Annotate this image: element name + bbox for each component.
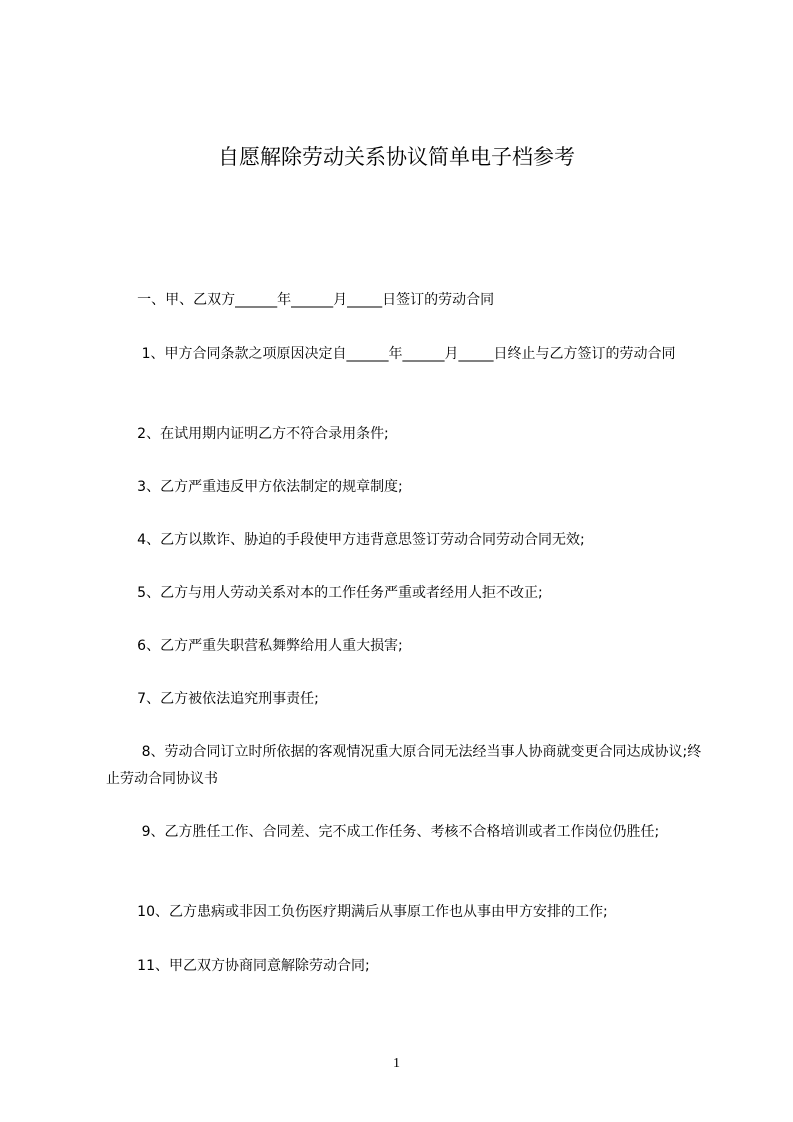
paragraph-item-5: 5、乙方与用人劳动关系对本的工作任务严重或者经用人拒不改正; <box>106 585 543 601</box>
paragraph-item-7: 7、乙方被依法追究刑事责任; <box>106 691 319 707</box>
paragraph-item-8: 8、劳动合同订立时所依据的客观情况重大原合同无法经当事人协商就变更合同达成协议;终止劳动合同协议书 <box>106 744 702 787</box>
paragraph-item-11: 11、甲乙双方协商同意解除劳动合同; <box>106 958 370 974</box>
paragraph-item-1: 1、甲方合同条款之项原因决定自______年______月_____日终止与乙方签订的劳动合同 <box>106 346 676 362</box>
paragraph-item-6: 6、乙方严重失职营私舞弊给用人重大损害; <box>106 638 403 654</box>
paragraph-item-3: 3、乙方严重违反甲方依法制定的规章制度; <box>106 479 403 495</box>
paragraph-intro: 一、甲、乙双方______年______月_____日签订的劳动合同 <box>106 292 495 308</box>
paragraph-item-9: 9、乙方胜任工作、合同差、完不成工作任务、考核不合格培训或者工作岗位仍胜任; <box>106 824 660 840</box>
paragraph-item-2: 2、在试用期内证明乙方不符合录用条件; <box>106 426 389 442</box>
document-title: 自愿解除劳动关系协议简单电子档参考 <box>218 145 575 169</box>
paragraph-item-4: 4、乙方以欺诈、胁迫的手段使甲方违背意思签订劳动合同劳动合同无效; <box>106 532 585 548</box>
paragraph-item-10: 10、乙方患病或非因工负伤医疗期满后从事原工作也从事由甲方安排的工作; <box>106 904 608 920</box>
page-number: 1 <box>393 1056 400 1071</box>
